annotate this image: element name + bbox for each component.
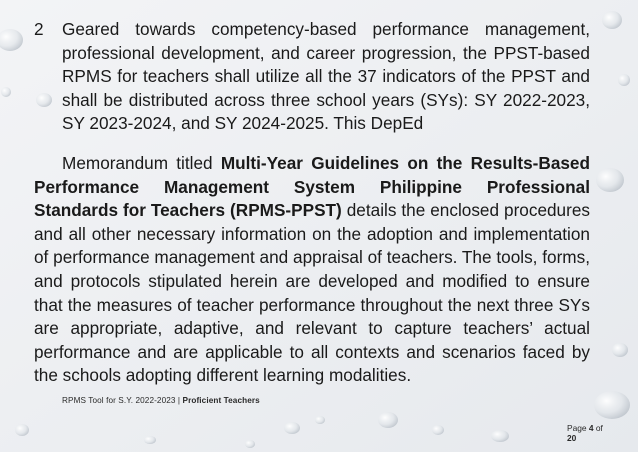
- paragraph-body: details the enclosed procedures and all other necessary information on the adoption and implementation of performance management and appraisal of teachers. The tools, forms, and protocols stipulated herein are developed and modified to ensure that the measures of teacher performance throughout the next three SYs are appropriate, adaptive, and relevant to capture teachers’ actual performance and are applicable to all contexts and scenarios faced by the schools adopting different learning modalities.: [34, 200, 590, 386]
- footer-label: [62, 396, 260, 405]
- page-of-label: of: [593, 423, 603, 433]
- paragraph-lead: Memorandum titled: [62, 153, 221, 173]
- page-total: 20: [567, 433, 577, 443]
- page-prefix: Page: [567, 423, 589, 433]
- numbered-item: [34, 18, 590, 136]
- body-paragraph: [34, 152, 590, 388]
- item-number: 2: [34, 19, 44, 39]
- page-number: [567, 423, 603, 443]
- item-text: Geared towards competency-based performance management, professional development, and career progression, the PPST-based RPMS for teachers shall utilize all the 37 indicators of the PPST and shall be distributed across three school years (SYs): SY 2022-2023, SY 2023-2024, and SY 2024-2025. This DepEd: [62, 19, 590, 133]
- footer-tool-label: RPMS Tool for S.Y. 2022-2023 |: [62, 396, 183, 405]
- footer-level: Proficient Teachers: [182, 396, 260, 405]
- memorandum-title: Multi-Year Guidelines on the Results-Based Performance Management System Philippine Professional Standards for Teachers (RPMS-PPST): [34, 153, 590, 221]
- page-current: 4: [588, 423, 594, 433]
